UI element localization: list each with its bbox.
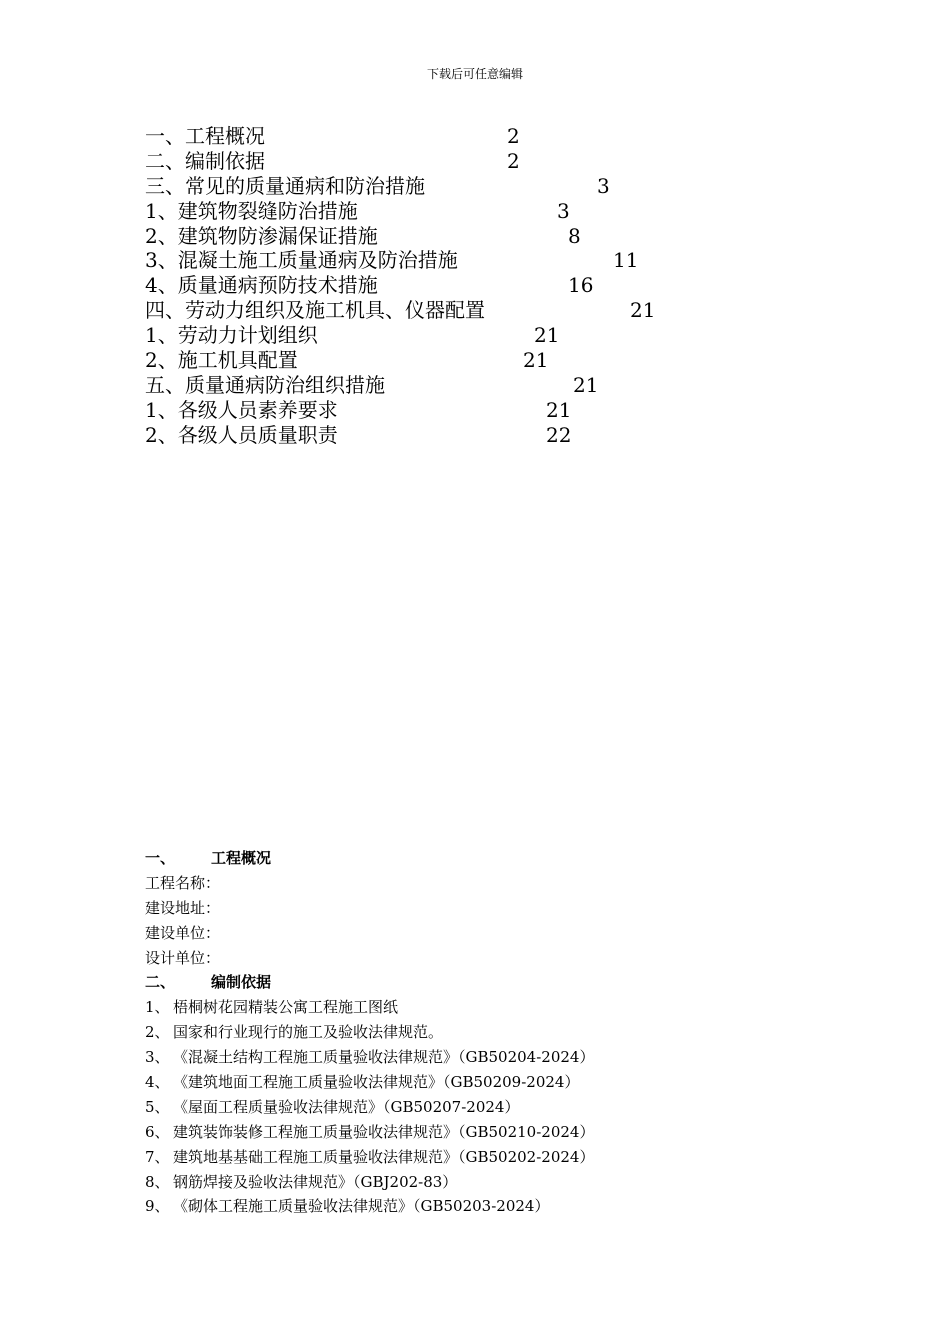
toc-page-number: 21 — [573, 372, 599, 397]
list-item-number: 6、 — [145, 1122, 170, 1141]
list-item — [145, 1070, 845, 1095]
designer-field: 设计单位： — [145, 948, 221, 967]
toc-entry — [145, 323, 745, 348]
list-item-text: 《屋面工程质量验收法律规范》（GB50207-2024） — [173, 1097, 520, 1116]
toc-label: 五、质量通病防治组织措施 — [145, 372, 385, 397]
toc-entry — [145, 224, 745, 249]
toc-label: 四、劳动力组织及施工机具、仪器配置 — [145, 298, 485, 323]
toc-label: 三、常见的质量通病和防治措施 — [145, 173, 425, 198]
list-item — [145, 1120, 845, 1145]
toc-entry — [145, 298, 745, 323]
toc-entry — [145, 248, 745, 273]
toc-page-number: 22 — [546, 422, 572, 447]
list-item-number: 1、 — [145, 998, 170, 1017]
toc-page-number: 11 — [613, 248, 639, 273]
list-item-text: 国家和行业现行的施工及验收法律规范。 — [173, 1023, 444, 1042]
project-address-field: 建设地址： — [145, 898, 221, 917]
owner-field: 建设单位： — [145, 923, 221, 942]
list-item — [145, 1170, 845, 1195]
document-body — [145, 846, 845, 1219]
page-header: 下载后可任意编辑 — [426, 67, 523, 81]
section-title: 工程概况 — [211, 849, 272, 867]
list-item-text: 钢筋焊接及验收法律规范》（GBJ202-83） — [173, 1172, 458, 1191]
toc-entry — [145, 174, 745, 199]
toc-page-number: 21 — [523, 348, 549, 373]
list-item-text: 建筑地基基础工程施工质量验收法律规范》（GB50202-2024） — [173, 1147, 595, 1166]
list-item-text: 《混凝土结构工程施工质量验收法律规范》（GB50204-2024） — [173, 1048, 595, 1067]
list-item-text: 梧桐树花园精装公寓工程施工图纸 — [173, 998, 399, 1017]
list-item — [145, 1145, 845, 1170]
list-item-number: 8、 — [145, 1172, 170, 1191]
list-item-number: 5、 — [145, 1097, 170, 1116]
section-number: 一、 — [145, 849, 176, 867]
section-number: 二、 — [145, 973, 176, 992]
toc-entry — [145, 423, 745, 448]
toc-label: 2、施工机具配置 — [145, 348, 298, 373]
toc-label: 1、各级人员素养要求 — [145, 397, 338, 422]
toc-page-number: 16 — [568, 273, 594, 298]
toc-entry — [145, 398, 745, 423]
toc-entry — [145, 348, 745, 373]
list-item-text: 《建筑地面工程施工质量验收法律规范》（GB50209-2024） — [173, 1073, 580, 1092]
toc-page-number: 3 — [597, 173, 610, 198]
list-item-number: 7、 — [145, 1147, 170, 1166]
toc-page-number: 21 — [534, 323, 560, 348]
table-of-contents — [145, 124, 745, 448]
toc-entry — [145, 273, 745, 298]
toc-label: 2、建筑物防渗漏保证措施 — [145, 223, 378, 248]
project-name-field: 工程名称： — [145, 873, 221, 892]
list-item-text: 建筑装饰装修工程施工质量验收法律规范》（GB50210-2024） — [173, 1122, 595, 1141]
toc-page-number: 3 — [557, 198, 570, 223]
toc-page-number: 2 — [507, 148, 520, 173]
toc-entry — [145, 124, 745, 149]
section-title: 编制依据 — [211, 973, 272, 992]
toc-label: 二、编制依据 — [145, 148, 265, 173]
toc-label: 2、各级人员质量职责 — [145, 422, 338, 447]
toc-entry — [145, 199, 745, 224]
toc-page-number: 21 — [546, 397, 572, 422]
toc-label: 1、建筑物裂缝防治措施 — [145, 198, 358, 223]
list-item-text: 《砌体工程施工质量验收法律规范》（GB50203-2024） — [173, 1197, 550, 1216]
list-item-number: 9、 — [145, 1197, 170, 1216]
list-item-number: 2、 — [145, 1023, 170, 1042]
toc-label: 4、质量通病预防技术措施 — [145, 273, 378, 298]
section-heading-overview — [145, 846, 845, 871]
toc-label: 一、工程概况 — [145, 124, 265, 148]
list-item — [145, 995, 845, 1020]
list-item — [145, 1194, 845, 1219]
toc-page-number: 2 — [507, 124, 520, 148]
toc-label: 3、混凝土施工质量通病及防治措施 — [145, 248, 458, 273]
toc-entry — [145, 149, 745, 174]
list-item-number: 4、 — [145, 1073, 170, 1092]
toc-page-number: 21 — [630, 298, 656, 323]
toc-entry — [145, 373, 745, 398]
list-item — [145, 1095, 845, 1120]
toc-label: 1、劳动力计划组织 — [145, 323, 318, 348]
list-item — [145, 1045, 845, 1070]
list-item — [145, 1020, 845, 1045]
section-heading-basis — [145, 970, 845, 995]
list-item-number: 3、 — [145, 1048, 170, 1067]
toc-page-number: 8 — [568, 223, 581, 248]
